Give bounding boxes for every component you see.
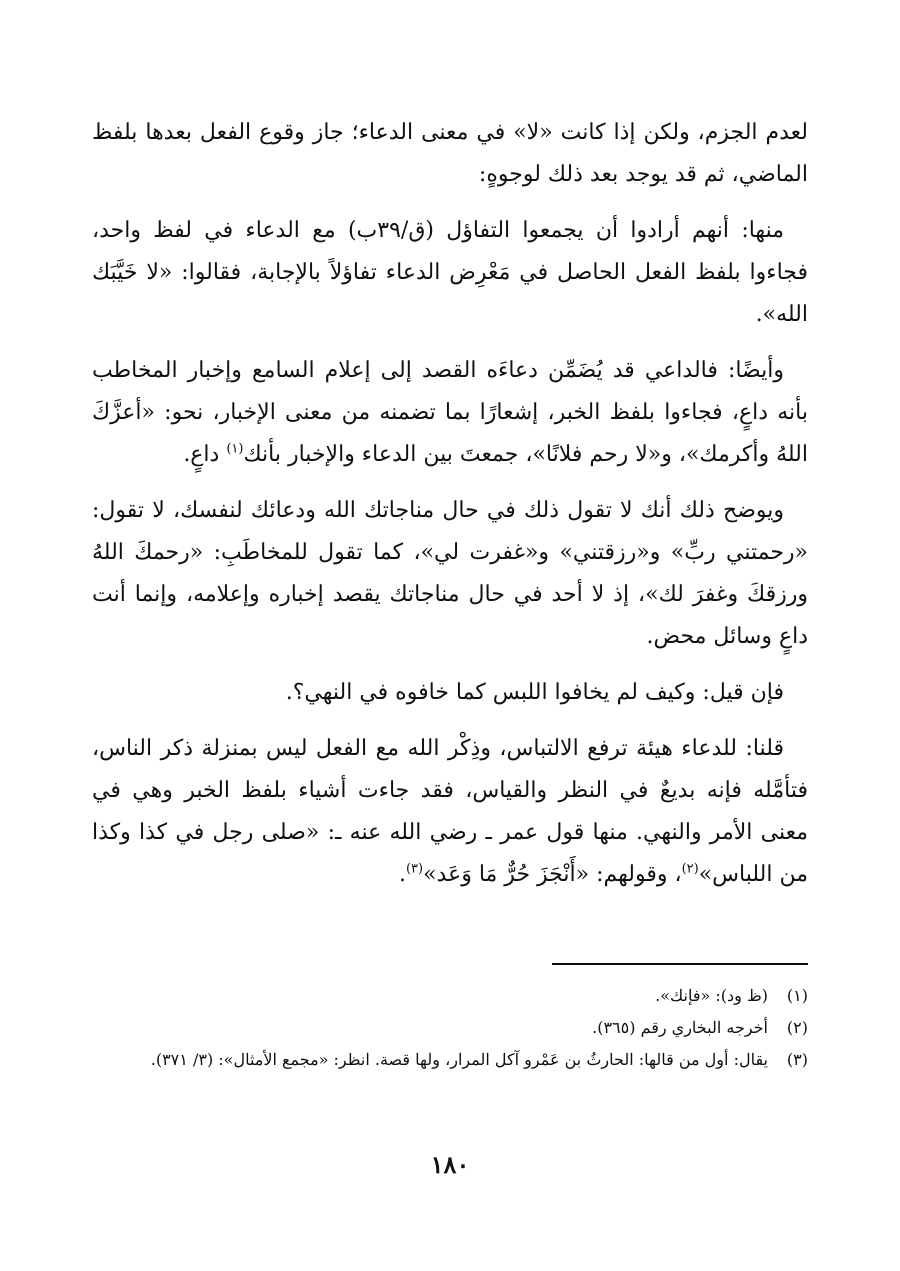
footnote-3-number: (٣): [786, 1050, 808, 1069]
paragraph-5: [92, 672, 808, 714]
paragraph-4-text: ويوضح ذلك أنك لا تقول ذلك في حال مناجاتك الله ودعائك لنفسك، لا تقول: «رحمتني ربِّ» و«رزقتني» و«غفرت لي»، كما تقول للمخاطَبِ: «رحمكَ اللهُ ورزقكَ وغفرَ لك»، إذ لا أحد في حال مناجاتك يقصد إخباره وإعلامه، وإنما أنت داعٍ وسائل محض.: [92, 498, 808, 649]
footnote-3-text: يقال: أول من قالها: الحارثُ بن عَمْرو آكل المرار، ولها قصة. انظر: «مجمع الأمثال»: (٣/ ٣٧١).: [150, 1050, 768, 1069]
footnote-ref-2[interactable]: (٢): [681, 861, 699, 877]
main-text: [92, 112, 808, 910]
footnote-2: [92, 1014, 808, 1042]
footnote-ref-1[interactable]: (١): [226, 441, 244, 457]
footnote-1-number: (١): [786, 986, 808, 1005]
paragraph-6-text-end: .: [398, 862, 406, 887]
paragraph-1: [92, 112, 808, 196]
paragraph-1-text: لعدم الجزم، ولكن إذا كانت «لا» في معنى الدعاء؛ جاز وقوع الفعل بعدها بلفظ الماضي، ثم قد يوجد بعد ذلك لوجوهٍ:: [92, 120, 808, 187]
paragraph-3-text: وأيضًا: فالداعي قد يُضَمِّن دعاءَه القصد إلى إعلام السامع وإخبار المخاطب بأنه داعٍ، فجاءوا بلفظ الخبر، إشعارًا بما تضمنه من معنى الإخبار، نحو: «أعزَّكَ اللهُ وأكرمك»، و«لا رحم فلانًا»، جمعتَ بين الدعاء والإخبار بأنك: [92, 358, 808, 467]
paragraph-4: [92, 490, 808, 658]
paragraph-2: [92, 210, 808, 336]
footnote-3: [92, 1046, 808, 1074]
footnote-2-text: أخرجه البخاري رقم (٣٦٥).: [592, 1018, 768, 1037]
page-number: ١٨٠: [430, 1150, 470, 1179]
footnote-1-text: (ظ ود): «فإنك».: [655, 986, 768, 1005]
paragraph-6: [92, 728, 808, 896]
paragraph-6-text: قلنا: للدعاء هيئة ترفع الالتباس، وذِكْر الله مع الفعل ليس بمنزلة ذكر الناس، فتأمَّله فإنه بديعٌ في النظر والقياس، فقد جاءت أشياء بلفظ الخبر وهي في معنى الأمر والنهي. منها قول عمر ـ رضي الله عنه ـ: «صلى رجل في كذا وكذا من اللباس»: [92, 736, 808, 887]
paragraph-2-text: منها: أنهم أرادوا أن يجمعوا التفاؤل (ق/٣٩ب) مع الدعاء في لفظ واحد، فجاءوا بلفظ الفعل الحاصل في مَعْرِض الدعاء تفاؤلاً بالإجابة، فقالوا: «لا خَيَّبَك الله».: [92, 218, 808, 327]
footnote-1: [92, 982, 808, 1010]
footnote-2-number: (٢): [786, 1018, 808, 1037]
paragraph-3: [92, 350, 808, 476]
paragraph-5-text: فإن قيل: وكيف لم يخافوا اللبس كما خافوه في النهي؟.: [285, 680, 784, 705]
paragraph-3-text-end: داعٍ.: [183, 442, 227, 467]
paragraph-6-text-middle: ، وقولهم: «أَنْجَزَ حُرٌّ مَا وَعَد»: [423, 862, 682, 887]
footnotes: [92, 982, 808, 1078]
footnote-divider: [552, 963, 808, 965]
footnote-ref-3[interactable]: (٣): [405, 861, 424, 877]
